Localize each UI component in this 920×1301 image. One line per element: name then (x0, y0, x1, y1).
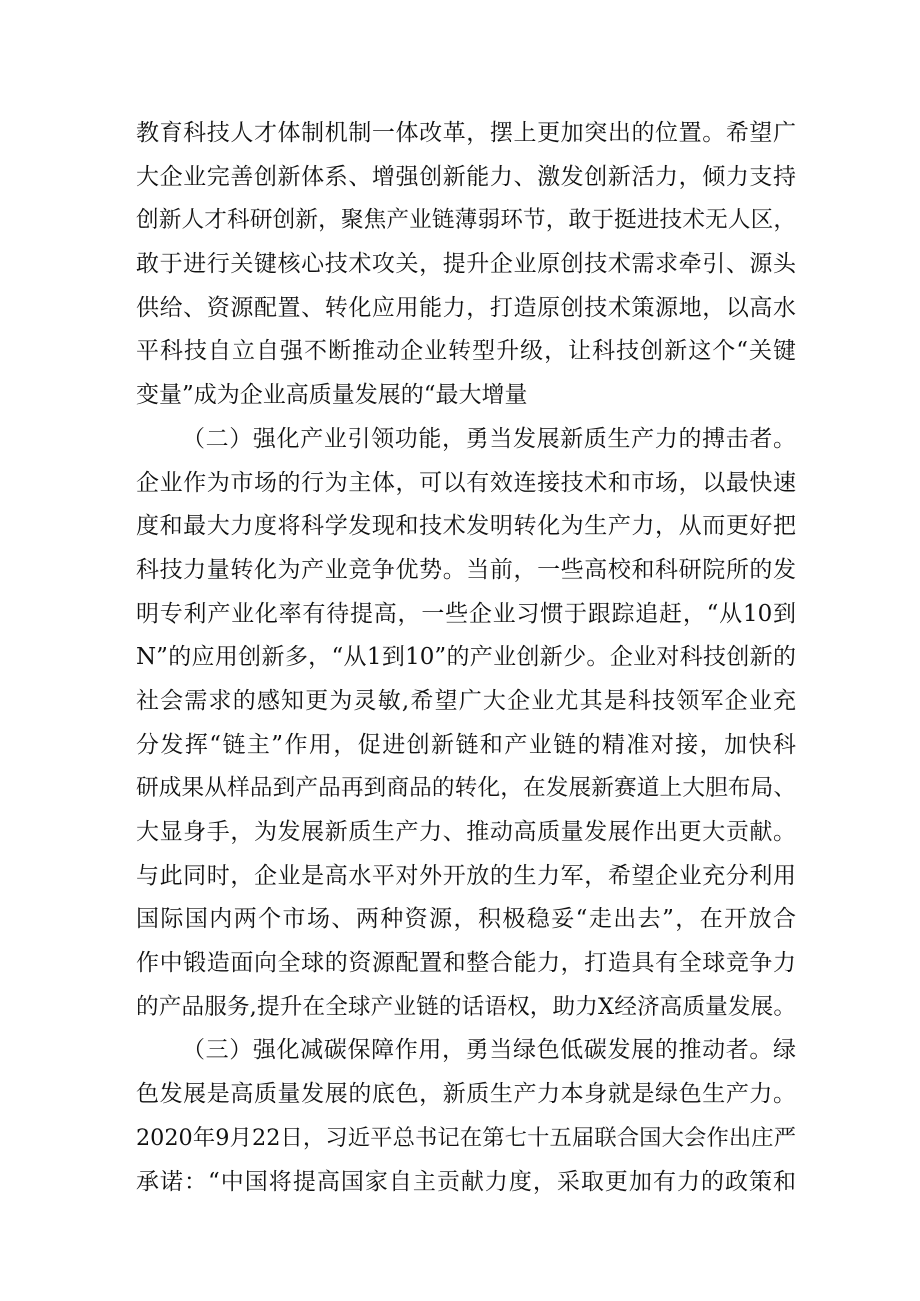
text-line: 研成果从样品到产品再到商品的转化，在发展新赛道上大胆布局、 (136, 775, 796, 802)
text-line: 科技力量转化为产业竞争优势。当前，一些高校和科研院所的发 (136, 556, 796, 583)
text-line: 的产品服务,提升在全球产业链的话语权，助力X经济高质量发展。 (136, 993, 796, 1020)
text-line: 国际国内两个市场、两种资源，积极稳妥“走出去”，在开放合 (136, 906, 796, 933)
text-line: 教育科技人才体制机制一体改革，摆上更加突出的位置。希望广 (136, 120, 796, 146)
text-line: 与此同时，企业是高水平对外开放的生力军，希望企业充分利用 (136, 862, 796, 889)
text-line: 敢于进行关键核心技术攻关，提升企业原创技术需求牵引、源头 (136, 251, 796, 278)
text-line: 作中锻造面向全球的资源配置和整合能力，打造具有全球竞争力 (136, 950, 796, 977)
body-text (136, 112, 796, 1204)
text-line: 大企业完善创新体系、增强创新能力、激发创新活力，倾力支持 (136, 163, 796, 190)
text-line: 2020年9月22日，习近平总书记在第七十五届联合国大会作出庄严 (136, 1124, 796, 1151)
text-line: 变量”成为企业高质量发展的“最大增量 (136, 382, 528, 409)
text-line: 企业作为市场的行为主体，可以有效连接技术和市场，以最快速 (136, 469, 796, 496)
text-line: 社会需求的感知更为灵敏,希望广大企业尤其是科技领军企业充 (136, 687, 796, 714)
text-line: N”的应用创新多，“从1到10”的产业创新少。企业对科技创新的 (136, 644, 796, 671)
text-line: 分发挥“链主”作用，促进创新链和产业链的精准对接，加快科 (136, 731, 796, 758)
text-line: （三）强化减碳保障作用，勇当绿色低碳发展的推动者。绿 (182, 1037, 796, 1064)
text-line: 创新人才科研创新，聚焦产业链薄弱环节，敢于挺进技术无人区， (136, 207, 796, 234)
text-line: 色发展是高质量发展的底色，新质生产力本身就是绿色生产力。 (136, 1081, 796, 1108)
text-line: 平科技自立自强不断推动企业转型升级，让科技创新这个“关键 (136, 338, 796, 365)
text-line: （二）强化产业引领功能，勇当发展新质生产力的搏击者。 (182, 425, 796, 452)
text-line: 承诺：“中国将提高国家自主贡献力度，采取更加有力的政策和 (136, 1168, 796, 1195)
text-line: 度和最大力度将科学发现和技术发明转化为生产力，从而更好把 (136, 513, 796, 540)
text-line: 供给、资源配置、转化应用能力，打造原创技术策源地，以高水 (136, 294, 796, 321)
text-line: 明专利产业化率有待提高，一些企业习惯于跟踪追赶，“从10到 (136, 600, 796, 627)
text-line: 大显身手，为发展新质生产力、推动高质量发展作出更大贡献。 (136, 819, 796, 845)
